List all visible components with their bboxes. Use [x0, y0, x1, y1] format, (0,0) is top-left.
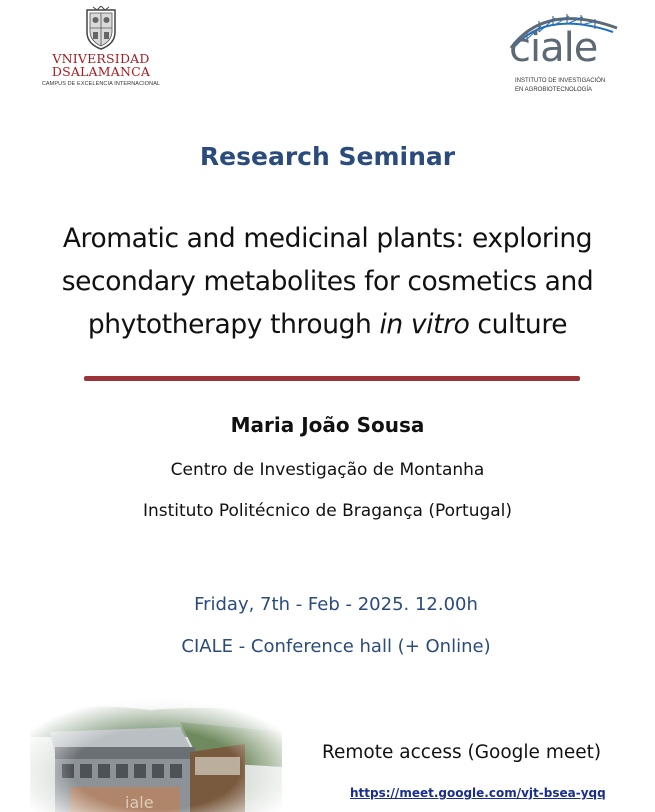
speaker-affiliation-1: Centro de Investigação de Montanha — [170, 460, 485, 480]
ciale-subtitle-2: EN AGROBIOTECNOLOGÍA — [515, 87, 593, 93]
talk-title-line-3-end: culture — [469, 309, 568, 340]
google-meet-link[interactable]: https://meet.google.com/vjt-bsea-yqq — [350, 786, 606, 800]
event-venue: CIALE - Conference hall (+ Online) — [181, 636, 491, 657]
talk-title-in-vitro: in vitro — [379, 309, 470, 340]
ciale-subtitle-1: INSTITUTO DE INVESTIGACIÓN — [515, 78, 606, 84]
divider-line — [84, 376, 580, 381]
speaker-affiliation-2: Instituto Politécnico de Bragança (Portugal) — [142, 501, 513, 521]
remote-access-label: Remote access (Google meet) — [322, 742, 602, 763]
building-photo — [30, 692, 282, 812]
event-date: Friday, 7th - Feb - 2025. 12.00h — [194, 594, 478, 615]
talk-title-line-2: secondary metabolites for cosmetics and — [61, 266, 594, 297]
seminar-heading: Research Seminar — [199, 142, 456, 171]
talk-title-line-3 — [20, 303, 635, 346]
talk-title-line-1: Aromatic and medicinal plants: exploring — [62, 223, 593, 254]
ciale-logo — [505, 8, 625, 98]
talk-title-line-3-start: phytotherapy through — [87, 309, 380, 340]
usal-seal-icon — [84, 6, 118, 50]
ciale-wordmark: ciale — [509, 25, 598, 71]
talk-title — [20, 217, 635, 346]
usal-name: VNIVERSIDAD DSALAMANCA — [51, 51, 151, 79]
usal-subtitle: CAMPUS DE EXCELENCIA INTERNACIONAL — [41, 81, 161, 87]
usal-logo — [40, 6, 162, 96]
speaker-name: Maria João Sousa — [230, 413, 425, 437]
